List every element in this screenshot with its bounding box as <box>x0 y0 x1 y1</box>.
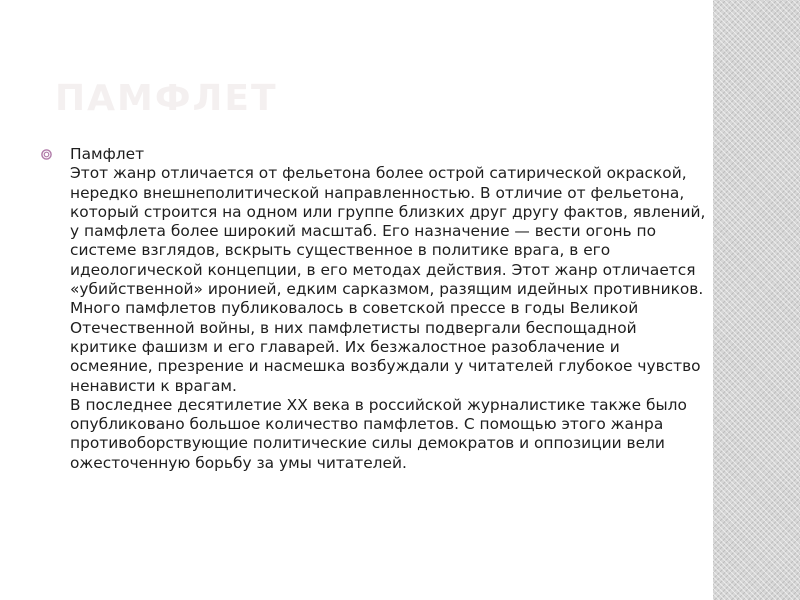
paragraph-2: В последнее десятилетие XX века в российской журналистике также было опубликовано большое количество памфлетов. С помощью этого жанра противоборствующие политические силы демократов и оппозиции вели ожесточенную борьбу за умы читателей. <box>70 395 687 472</box>
decorative-side-panel <box>713 0 800 600</box>
content-heading: Памфлет <box>70 145 145 163</box>
slide-title: ПАМФЛЕТ <box>55 78 278 119</box>
ring-bullet-icon <box>41 147 52 158</box>
paragraph-1: Этот жанр отличается от фельетона более острой сатирической окраской, нередко внешнеполитической направленностью. В отличие от фельетона, который строится на одном или группе близких друг другу фактов, явлений, у памфлета более широкий масштаб. Его назначение — вести огонь по системе взглядов, вскрыть существенное в политике врага, в его идеологической концепции, в его методах действия. Этот жанр отличается «убийственной» иронией, едким сарказмом, разящим идейных противников. Много памфлетов публиковалось в советской прессе в годы Великой Отечественной войны, в них памфлетисты подвергали беспощадной критике фашизм и его главарей. Их безжалостное разоблачение и осмеяние, презрение и насмешка возбуждали у читателей глубокое чувство ненависти к врагам. <box>70 164 706 395</box>
body-text <box>70 145 706 473</box>
